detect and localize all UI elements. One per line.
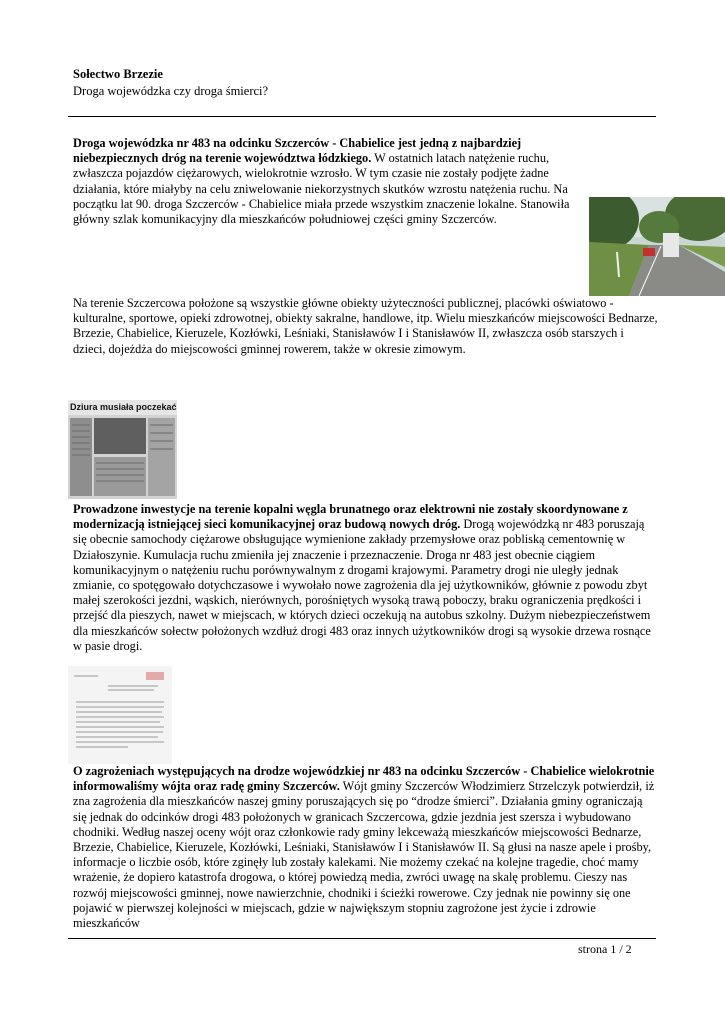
- letter-scan-image: [68, 666, 172, 764]
- paragraph-investments: [73, 502, 658, 654]
- paragraph-warnings: [73, 764, 658, 931]
- paragraph-body: W ostatnich latach natężenie ruchu, zwłaszcza pojazdów ciężarowych, wielokrotnie wzrosło. W tym czasie nie zostały podjęte żadne działania, które miałyby na celu zniwelowanie niekorzystnych skutków wzrostu natężenia ruchu. Na początku lat 90. droga Szczerców - Chabielice miała przede wszystkim znaczenie lokalne. Stanowiła główny szlak komunikacyjny dla mieszkańców południowej części gminy Szczerców.: [73, 151, 570, 227]
- paragraph-lead: Droga wojewódzka nr 483 na odcinku Szczerców - Chabielice jest jedną z najbardziej niebezpiecznych dróg na terenie województwa łódzkiego.: [73, 136, 522, 166]
- page-subtitle: Droga wojewódzka czy droga śmierci?: [73, 84, 269, 98]
- paragraph-facilities: [73, 296, 658, 357]
- paragraph-intro: [73, 136, 593, 227]
- footer-divider: [68, 938, 656, 939]
- page-title: Sołectwo Brzezie: [73, 67, 163, 81]
- paragraph-body: Wójt gminy Szczerców Włodzimierz Strzelczyk potwierdził, iż zna zagrożenia dla mieszkańców naszej gminy poruszających się po “drodze śmierci”. Działania gminy ograniczają się jednak do odcinków drogi 483 położonych w granicach Szczercowa, gdzie jezdnia jest szersza i wybudowano chodniki. Według naszej oceny wójt oraz członkowie rady gminy lekceważą mieszkańców miejscowości Bednarze, Brzezie, Chabielice, Kieruzele, Kozłówki, Leśniaki, Stanisławów I i Stanisławów II. Są głusi na nasze apele i prośby, informacje o liczbie osób, które zginęły lub zostały kalekami. Nie możemy czekać na kolejne tragedie, choć mamy wrażenie, że dopiero katastrofa drogowa, o której powiedzą media, zwróci uwagę na skalę problemu. Cieszy nas rozwój miejscowości gminnej, nowe nawierzchnie, chodniki i ścieżki rowerowe. Czy jednak nie powinny się one pojawić w pierwszej kolejności w miejscach, gdzie w największym stopniu zagrożone jest życie i zdrowie mieszkańców: [73, 779, 655, 931]
- paragraph-lead: O zagrożeniach występujących na drodze wojewódzkiej nr 483 na odcinku Szczerców - Chabielice wielokrotnie informowaliśmy wójta oraz radę gminy Szczerców.: [73, 764, 655, 794]
- page-number: strona 1 / 2: [578, 942, 632, 956]
- paragraph-lead: Prowadzone inwestycje na terenie kopalni węgla brunatnego oraz elektrowni nie zostały skoordynowane z modernizacją istniejącej sieci komunikacyjnej oraz budową nowych dróg.: [73, 502, 628, 532]
- road-photo: [589, 197, 725, 296]
- paragraph-body: Na terenie Szczercowa położone są wszystkie główne obiekty użyteczności publicznej, placówki oświatowo - kulturalne, sportowe, opieki zdrowotnej, obiekty sakralne, handlowe, itp. Wielu mieszkańców miejscowości Bednarze, Brzezie, Chabielice, Kieruzele, Kozłówki, Leśniaki, Stanisławów I i Stanisławów II, zwłaszcza osób starszych i dzieci, dojeżdża do miejscowości gminnej rowerem, także w okresie zimowym.: [73, 296, 658, 356]
- newspaper-clipping-image: [68, 400, 177, 499]
- paragraph-body: Drogą wojewódzką nr 483 poruszają się obecnie samochody ciężarowe obsługujące wymienione zakłady przemysłowe oraz pobliską cementownię w Działoszynie. Kumulacja ruchu zmieniła jej znaczenie i przeznaczenie. Droga nr 483 jest obecnie ciągiem komunikacyjnym o natężeniu ruchu porównywalnym z drogami krajowymi. Parametry drogi nie uległy jednak zmianie, co spotęgowało dotychczasowe i wywołało nowe zagrożenia dla jej użytkowników, głównie z powodu zbyt małej szerokości jezdni, wąskich, nierównych, porośniętych wysoką trawą poboczy, braku ograniczenia prędkości i przejść dla pieszych, nawet w miejscach, w których dzieci oczekują na autobus szkolny. Dużym niebezpieczeństwem dla mieszkańców sołectw położonych wzdłuż drogi 483 oraz innych użytkowników drogi są wysokie drzewa rosnące w pasie drogi.: [73, 517, 651, 653]
- header-divider: [68, 116, 656, 117]
- clipping-headline: Dziura musiała poczekać: [68, 400, 177, 415]
